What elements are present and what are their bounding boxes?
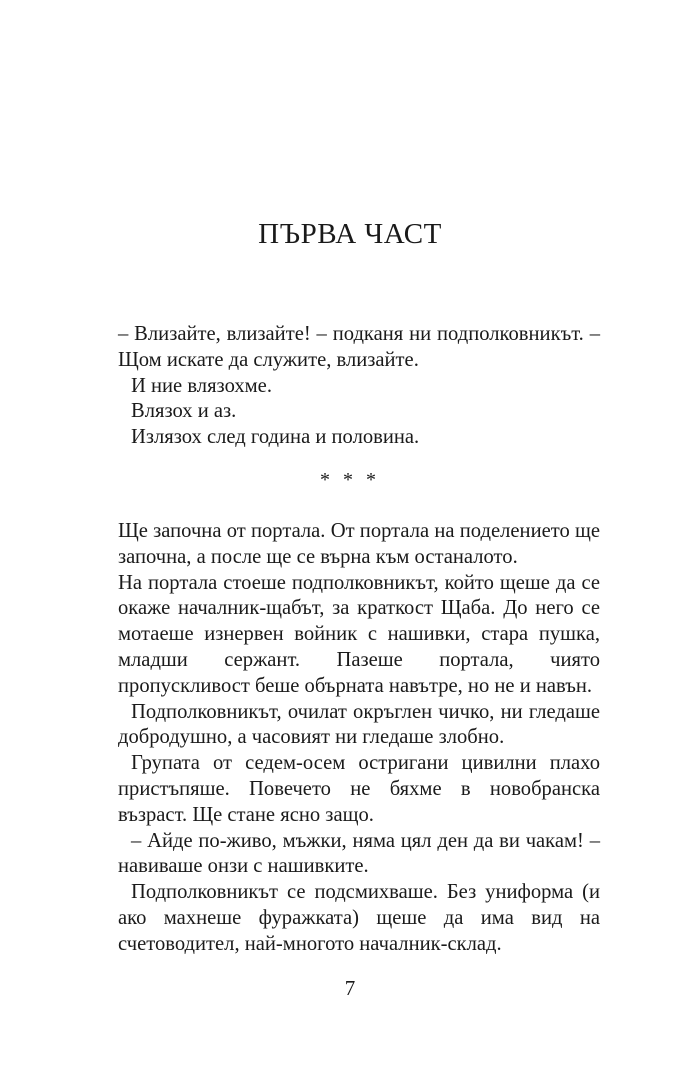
narration-line: Влязох и аз. <box>131 400 237 423</box>
section-separator: * * * <box>320 469 380 491</box>
opening-dialogue <box>118 322 600 451</box>
paragraph: – Айде по-живо, мъжки, няма цял ден да ви чакам! – навиваше онзи с нашивките. <box>118 829 600 878</box>
dialogue-line: – Влизайте, влизайте! – подканя ни подполковникът. – Щом искате да служите, влизайте. <box>118 323 600 371</box>
paragraph: Подполковникът се подсмихваше. Без униформа (и ако махнеше фуражката) щеше да има вид на счетоводител, най-многото началник-склад. <box>118 881 600 955</box>
paragraph: Подполковникът, очилат окръглен чичко, ни гледаше добродушно, а часовият ни гледаше злобно. <box>118 700 600 749</box>
part-title: ПЪРВА ЧАСТ <box>258 218 442 250</box>
paragraph: Групата от седем-осем остригани цивилни плахо пристъпяше. Повечето не бяхме в новобранска възраст. Ще стане ясно защо. <box>118 752 600 826</box>
paragraph: На портала стоеше подполковникът, който щеше да се окаже началник-щабът, за краткост Щаба. До него се мотаеше изнервен войник с нашивки, стара пушка, младши сержант. Пазеше портала, чиято пропускливост беше обърната навътре, но не и навън. <box>118 571 600 697</box>
chapter-body <box>118 519 600 958</box>
narration-line: Излязох след година и половина. <box>131 426 420 449</box>
page-number: 7 <box>344 976 356 1000</box>
narration-line: И ние влязохме. <box>131 374 272 397</box>
paragraph: Ще започна от портала. От портала на поделението ще започна, а после ще се върна към останалото. <box>118 520 600 568</box>
